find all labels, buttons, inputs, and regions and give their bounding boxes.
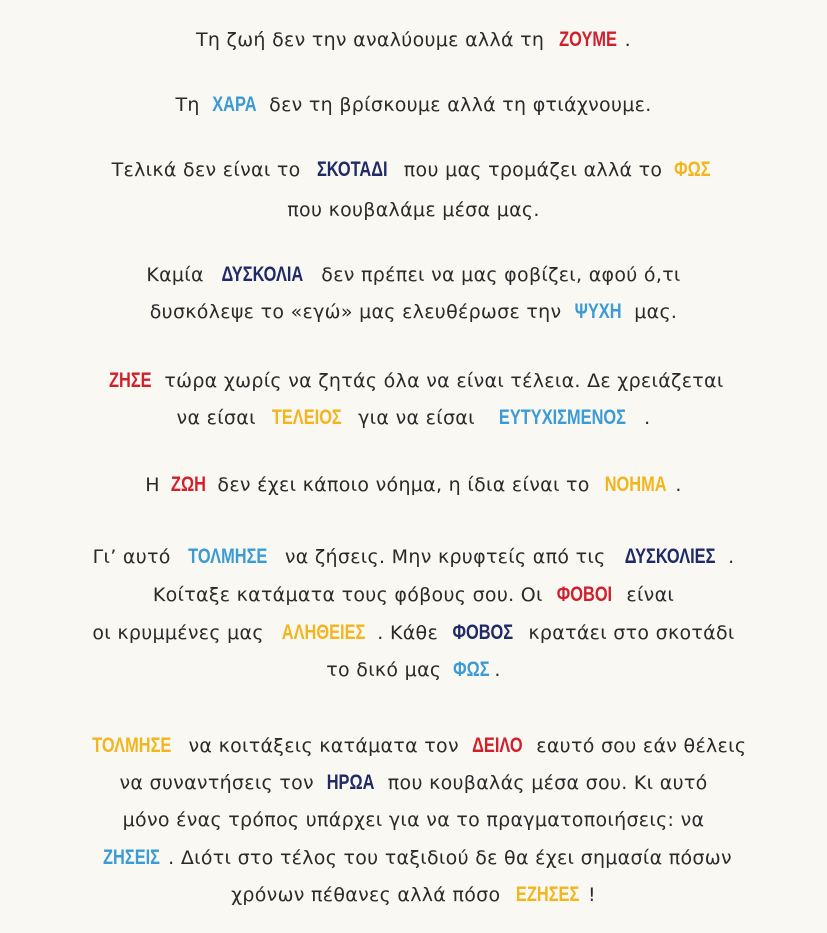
- text-line: [0, 92, 827, 118]
- text-segment: Τελικά δεν είναι το: [111, 159, 307, 181]
- text-segment: !: [587, 884, 596, 906]
- highlight-word: ΤΟΛΜΗΣΕ: [91, 734, 172, 757]
- text-segment: μας.: [627, 301, 678, 323]
- text-segment: Κοίταξε κατάματα τους φόβους σου. Οι: [152, 584, 550, 606]
- highlight-word: ΔΕΙΛΟ: [472, 734, 523, 757]
- text-line: [0, 27, 827, 53]
- text-segment: για να είσαι: [351, 407, 482, 429]
- highlight-word: ΦΩΣ: [452, 658, 490, 681]
- text-line: [0, 544, 827, 570]
- text-line: [0, 882, 827, 908]
- text-segment: δεν τη βρίσκουμε αλλά τη φτιάχνουμε.: [262, 94, 652, 116]
- highlight-word: ΗΡΩΑ: [326, 771, 375, 794]
- text-line: [0, 845, 827, 871]
- highlight-word: ΖΗΣΕ: [109, 369, 153, 392]
- text-segment: που κουβαλάμε μέσα μας.: [287, 199, 540, 221]
- highlight-word: ΦΟΒΟΙ: [556, 583, 613, 606]
- text-segment: . Κάθε: [377, 622, 445, 644]
- highlight-word: ΤΟΛΜΗΣΕ: [188, 545, 268, 568]
- highlight-word: ΖΗΣΕΙΣ: [103, 846, 161, 869]
- text-segment: Τη: [175, 94, 207, 116]
- text-segment: να ζήσεις. Μην κρυφτείς από τις: [278, 546, 612, 568]
- text-segment: που κουβαλάς μέσα σου. Κι αυτό: [381, 772, 708, 794]
- text-segment: χρόνων πέθανες αλλά πόσο: [231, 884, 507, 906]
- text-segment: το δικό μας: [326, 659, 448, 681]
- text-segment: .: [624, 29, 632, 51]
- highlight-word: ΨΥΧΗ: [574, 300, 622, 323]
- text-line: [0, 262, 827, 288]
- text-segment: οι κρυμμένες μας: [92, 622, 271, 644]
- highlight-word: ΣΚΟΤΑΔΙ: [316, 158, 388, 181]
- highlight-word: ΔΥΣΚΟΛΙΕΣ: [624, 545, 716, 568]
- text-line: [0, 472, 827, 498]
- highlight-word: ΧΑΡΑ: [212, 93, 257, 116]
- highlight-word: ΤΕΛΕΙΟΣ: [272, 406, 342, 429]
- highlight-word: ΑΛΗΘΕΙΕΣ: [281, 621, 366, 644]
- text-segment: που μας τρομάζει αλλά το: [397, 159, 669, 181]
- highlight-word: ΖΟΥΜΕ: [558, 28, 617, 51]
- highlight-word: ΕΥΤΥΧΙΣΜΕΝΟΣ: [499, 406, 627, 429]
- text-segment: .: [644, 407, 651, 429]
- highlight-word: ΕΖΗΣΕΣ: [515, 883, 580, 906]
- text-segment: Τη ζωή δεν την αναλύουμε αλλά τη: [195, 29, 551, 51]
- text-segment: τώρα χωρίς να ζητάς όλα να είναι τέλεια. Δε χρειάζεται: [158, 370, 724, 392]
- text-line: [0, 733, 827, 759]
- text-line: [0, 157, 827, 183]
- text-segment: εαυτό σου εάν θέλεις: [529, 735, 747, 757]
- text-segment: κρατάει στο σκοτάδι: [522, 622, 735, 644]
- text-segment: .: [728, 546, 735, 568]
- text-line: [0, 770, 827, 796]
- text-segment: δεν πρέπει να μας φοβίζει, αφού ό,τι: [314, 264, 681, 286]
- text-line: [0, 807, 827, 833]
- text-segment: .: [675, 474, 682, 496]
- text-line: [0, 620, 827, 646]
- highlight-word: ΔΥΣΚΟΛΙΑ: [221, 263, 304, 286]
- text-line: [0, 299, 827, 325]
- text-segment: είναι: [620, 584, 675, 606]
- text-segment: . Διότι στο τέλος του ταξιδιού δε θα έχει σημασία πόσων: [168, 847, 732, 869]
- text-segment: να συναντήσεις τον: [119, 772, 321, 794]
- text-line: [0, 405, 827, 431]
- text-segment: Καμία: [146, 264, 211, 286]
- text-segment: δεν έχει κάποιο νόημα, η ίδια είναι το: [211, 474, 597, 496]
- text-line: [0, 582, 827, 608]
- highlight-word: ΦΟΒΟΣ: [452, 621, 514, 644]
- highlight-word: ΝΟΗΜΑ: [604, 473, 667, 496]
- text-segment: να είσαι: [176, 407, 263, 429]
- text-line: [0, 197, 827, 223]
- text-line: [0, 657, 827, 683]
- text-segment: δυσκόλεψε το «εγώ» μας ελευθέρωσε την: [149, 301, 568, 323]
- text-segment: να κοιτάξεις κατάματα τον: [182, 735, 466, 757]
- text-segment: μόνο ένας τρόπος υπάρχει για να το πραγματοποιήσεις: να: [122, 809, 705, 831]
- text-segment: Η: [145, 474, 167, 496]
- text-segment: Γι’ αυτό: [92, 546, 177, 568]
- highlight-word: ΖΩΗ: [171, 473, 207, 496]
- highlight-word: ΦΩΣ: [673, 158, 711, 181]
- text-segment: .: [494, 659, 501, 681]
- text-line: [0, 368, 827, 394]
